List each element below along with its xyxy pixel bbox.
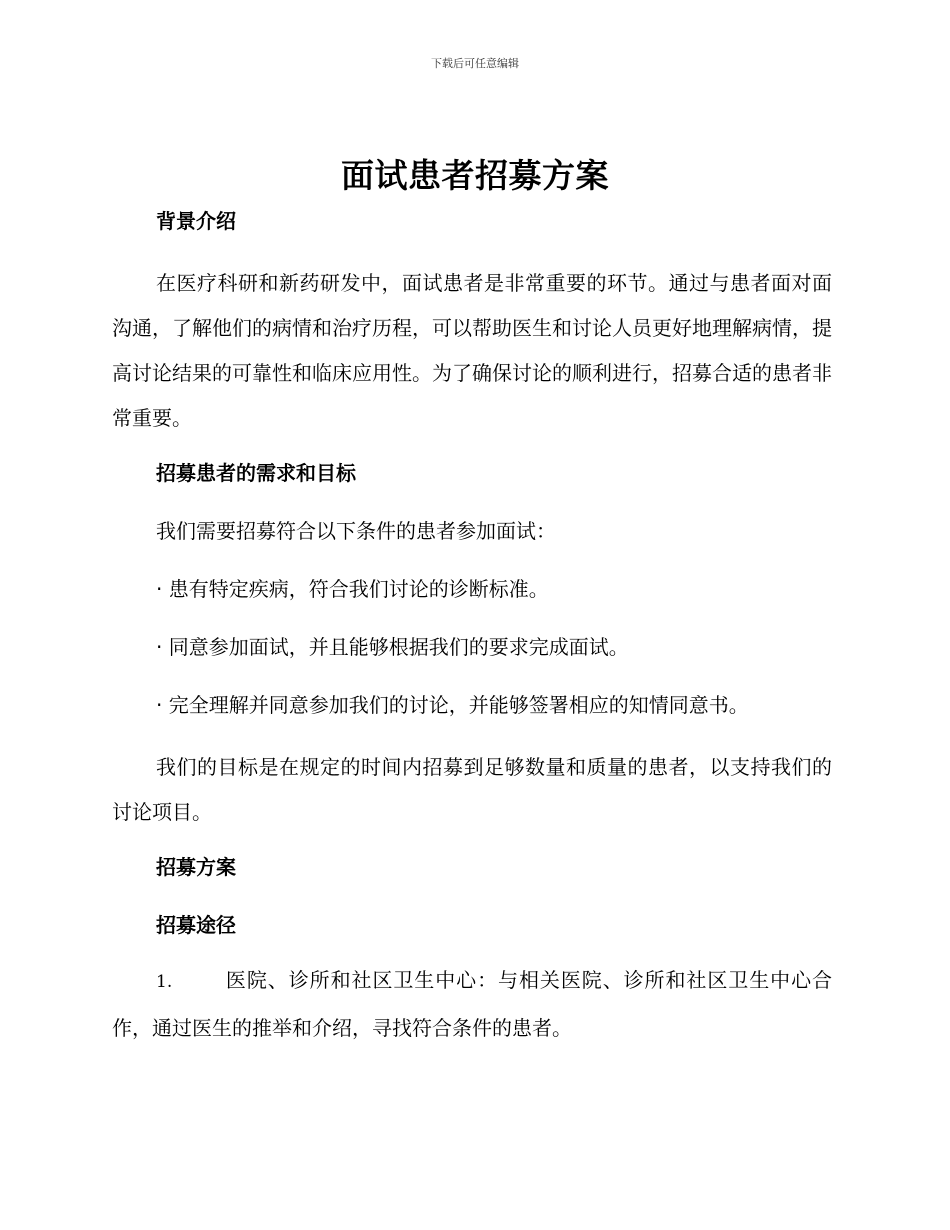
- section-heading-channels: 招募途径: [156, 913, 236, 937]
- paragraph-needs-intro: 我们需要招募符合以下条件的患者参加面试：: [156, 519, 556, 543]
- bullet-item: · 患有特定疾病，符合我们讨论的诊断标准。: [156, 577, 549, 601]
- header-note: 下载后可任意编辑: [431, 57, 519, 70]
- section-heading-needs: 招募患者的需求和目标: [156, 461, 356, 485]
- document-title: 面试患者招募方案: [341, 156, 609, 195]
- numbered-item-text: 医院、诊所和社区卫生中心：与相关医院、诊所和社区卫生中心合作，通过医生的推举和介绍，寻找符合条件的患者。: [112, 968, 832, 1040]
- numbered-item: [112, 957, 832, 1051]
- bullet-item: · 完全理解并同意参加我们的讨论，并能够签署相应的知情同意书。: [156, 693, 749, 717]
- numbered-item-marker: 1.: [156, 972, 173, 992]
- section-heading-plan: 招募方案: [156, 855, 236, 879]
- paragraph-background: 在医疗科研和新药研发中，面试患者是非常重要的环节。通过与患者面对面沟通，了解他们的病情和治疗历程，可以帮助医生和讨论人员更好地理解病情，提高讨论结果的可靠性和临床应用性。为了确保讨论的顺利进行，招募合适的患者非常重要。: [112, 271, 832, 430]
- section-heading-background: 背景介绍: [156, 209, 236, 233]
- bullet-item: · 同意参加面试，并且能够根据我们的要求完成面试。: [156, 635, 629, 659]
- paragraph-goal: 我们的目标是在规定的时间内招募到足够数量和质量的患者，以支持我们的讨论项目。: [112, 755, 832, 824]
- document-body: [112, 203, 832, 1051]
